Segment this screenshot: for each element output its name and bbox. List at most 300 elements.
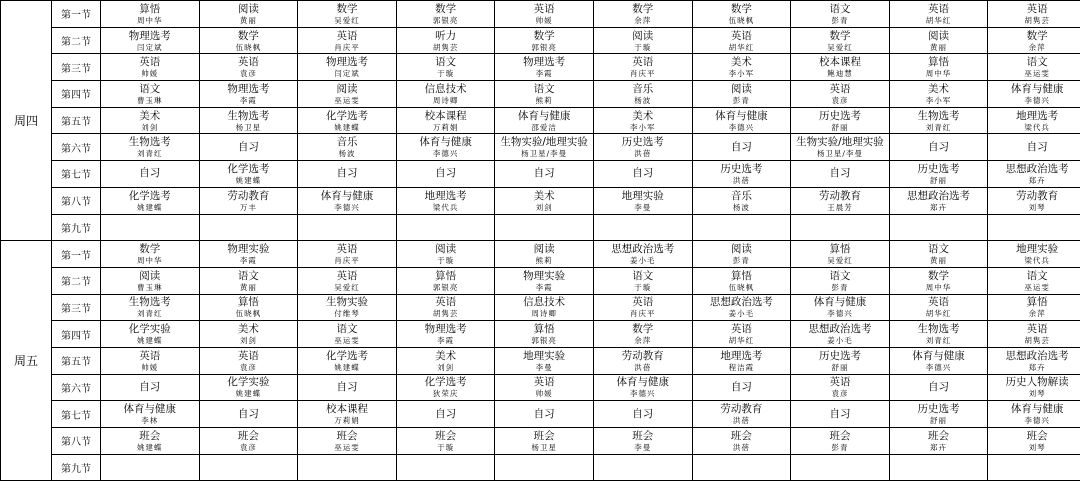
class-cell bbox=[396, 107, 495, 134]
teacher-name: 杨卫星 bbox=[235, 122, 262, 132]
period-row bbox=[1, 214, 1080, 241]
class-cell bbox=[988, 107, 1080, 134]
teacher-name: 姚建蝶 bbox=[235, 175, 262, 185]
class-cell bbox=[988, 27, 1080, 54]
period-label: 第六节 bbox=[52, 134, 101, 161]
teacher-name: 李霞 bbox=[535, 69, 553, 79]
class-cell bbox=[593, 54, 692, 81]
class-cell bbox=[101, 214, 200, 241]
class-cell bbox=[101, 347, 200, 374]
period-label: 第四节 bbox=[52, 81, 101, 108]
class-cell bbox=[889, 401, 988, 428]
class-cell bbox=[101, 187, 200, 214]
teacher-name: 于璇 bbox=[634, 282, 652, 292]
subject-name: 化学实验 bbox=[227, 376, 270, 389]
subject-name: 体育与健康 bbox=[912, 349, 965, 362]
period-label: 第一节 bbox=[52, 241, 101, 268]
class-cell bbox=[593, 401, 692, 428]
teacher-name: 李德兴 bbox=[728, 122, 755, 132]
class-cell bbox=[495, 27, 594, 54]
class-cell bbox=[495, 187, 594, 214]
subject-name: 自习 bbox=[829, 167, 851, 180]
class-cell bbox=[199, 187, 298, 214]
teacher-name: 胡华红 bbox=[728, 42, 755, 52]
subject-name: 信息技术 bbox=[523, 296, 566, 309]
subject-name: 数学 bbox=[632, 2, 654, 15]
subject-name: 数学 bbox=[435, 2, 457, 15]
subject-name: 思想政治选考 bbox=[1005, 349, 1069, 362]
class-cell bbox=[199, 401, 298, 428]
subject-name: 美术 bbox=[632, 109, 654, 122]
class-cell bbox=[593, 187, 692, 214]
teacher-name: 洪蓓 bbox=[634, 362, 652, 372]
class-cell bbox=[791, 374, 890, 401]
subject-name: 数学 bbox=[139, 243, 161, 256]
class-cell bbox=[101, 81, 200, 108]
subject-name: 思想政治选考 bbox=[808, 323, 872, 336]
class-cell bbox=[593, 81, 692, 108]
teacher-name: 刘青红 bbox=[925, 336, 952, 346]
teacher-name: 杨波 bbox=[338, 149, 356, 159]
class-cell bbox=[101, 294, 200, 321]
teacher-name: 舒丽 bbox=[831, 122, 849, 132]
class-cell bbox=[988, 347, 1080, 374]
period-row bbox=[1, 374, 1080, 401]
teacher-name: 郑卉 bbox=[1028, 175, 1046, 185]
class-cell bbox=[791, 347, 890, 374]
subject-name: 阅读 bbox=[336, 82, 358, 95]
teacher-name: 余萍 bbox=[1028, 309, 1046, 319]
teacher-name: 巫运雯 bbox=[334, 95, 360, 105]
teacher-name: 刘琴 bbox=[1028, 202, 1046, 212]
teacher-name: 彭青 bbox=[831, 15, 849, 25]
class-cell bbox=[396, 321, 495, 348]
subject-name: 美术 bbox=[533, 189, 555, 202]
teacher-name: 郭银亮 bbox=[531, 336, 557, 346]
subject-name: 生物实验 bbox=[325, 296, 368, 309]
teacher-name: 李曼 bbox=[634, 442, 652, 452]
teacher-name: 彭青 bbox=[732, 256, 750, 266]
teacher-name: 舒丽 bbox=[930, 416, 948, 426]
teacher-name: 伍晓枫 bbox=[235, 309, 262, 319]
class-cell bbox=[593, 321, 692, 348]
subject-name: 数学 bbox=[829, 29, 851, 42]
class-cell bbox=[101, 401, 200, 428]
teacher-name: 周诗卿 bbox=[432, 95, 459, 105]
subject-name: 思想政治选考 bbox=[611, 243, 675, 256]
class-cell bbox=[593, 347, 692, 374]
teacher-name: 周中华 bbox=[925, 69, 952, 79]
subject-name: 劳动教育 bbox=[227, 189, 270, 202]
subject-name: 化学实验 bbox=[128, 323, 171, 336]
class-cell bbox=[988, 1, 1080, 28]
class-cell bbox=[101, 54, 200, 81]
subject-name: 美术 bbox=[435, 349, 457, 362]
period-row bbox=[1, 161, 1080, 188]
class-cell bbox=[298, 187, 397, 214]
subject-name: 历史选考 bbox=[917, 162, 960, 175]
teacher-name: 刘剑 bbox=[239, 336, 257, 346]
teacher-name: 李霞 bbox=[535, 282, 553, 292]
teacher-name: 熊莉 bbox=[535, 256, 553, 266]
class-cell bbox=[396, 161, 495, 188]
subject-name: 体育与健康 bbox=[813, 296, 867, 309]
class-cell bbox=[593, 428, 692, 455]
teacher-name: 刘青红 bbox=[137, 309, 163, 319]
class-cell bbox=[298, 294, 397, 321]
subject-name: 自习 bbox=[139, 380, 161, 393]
subject-name: 阅读 bbox=[435, 243, 457, 256]
class-cell bbox=[298, 1, 397, 28]
subject-name: 地理实验 bbox=[621, 189, 664, 202]
teacher-name: 刘青红 bbox=[925, 122, 952, 132]
class-cell bbox=[199, 81, 298, 108]
teacher-name: 伍晓枫 bbox=[728, 15, 755, 25]
teacher-name: 王晨芳 bbox=[827, 202, 853, 212]
subject-name: 生物实验/地理实验 bbox=[796, 136, 884, 149]
class-cell bbox=[396, 1, 495, 28]
class-cell bbox=[396, 294, 495, 321]
subject-name: 校本课程 bbox=[325, 403, 368, 416]
class-cell bbox=[396, 134, 495, 161]
class-cell bbox=[988, 267, 1080, 294]
teacher-name: 巫运雯 bbox=[334, 442, 360, 452]
teacher-name: 姚建蝶 bbox=[334, 122, 360, 132]
teacher-name: 帅媛 bbox=[141, 69, 159, 79]
class-cell bbox=[889, 321, 988, 348]
class-cell bbox=[199, 267, 298, 294]
subject-name: 美术 bbox=[237, 323, 259, 336]
class-cell bbox=[396, 214, 495, 241]
class-cell bbox=[889, 81, 988, 108]
period-row bbox=[1, 321, 1080, 348]
class-cell bbox=[199, 107, 298, 134]
teacher-name: 袁彦 bbox=[239, 362, 257, 372]
teacher-name: 李德兴 bbox=[630, 389, 656, 399]
subject-name: 化学选考 bbox=[325, 109, 368, 122]
subject-name: 英语 bbox=[336, 269, 358, 282]
subject-name: 算悟 bbox=[1026, 296, 1048, 309]
class-cell bbox=[889, 1, 988, 28]
class-cell bbox=[988, 214, 1080, 241]
subject-name: 物理选考 bbox=[523, 56, 566, 69]
subject-name: 算悟 bbox=[139, 2, 161, 15]
class-cell bbox=[495, 214, 594, 241]
class-cell bbox=[199, 428, 298, 455]
subject-name: 阅读 bbox=[730, 82, 752, 95]
subject-name: 英语 bbox=[533, 2, 555, 15]
teacher-name: 洪蓓 bbox=[732, 416, 750, 426]
teacher-name: 李霞 bbox=[239, 256, 257, 266]
class-cell bbox=[791, 401, 890, 428]
subject-name: 化学选考 bbox=[325, 349, 368, 362]
teacher-name: 刘剑 bbox=[535, 202, 553, 212]
class-cell bbox=[495, 374, 594, 401]
subject-name: 班会 bbox=[829, 429, 851, 442]
teacher-name: 余萍 bbox=[634, 15, 652, 25]
teacher-name: 闫定斌 bbox=[334, 69, 360, 79]
subject-name: 劳动教育 bbox=[1016, 189, 1059, 202]
teacher-name: 胡华红 bbox=[925, 309, 952, 319]
subject-name: 自习 bbox=[928, 140, 950, 153]
teacher-name: 袁彦 bbox=[239, 69, 257, 79]
subject-name: 校本课程 bbox=[424, 109, 467, 122]
class-cell bbox=[396, 187, 495, 214]
subject-name: 信息技术 bbox=[424, 82, 467, 95]
class-cell bbox=[791, 294, 890, 321]
teacher-name: 姜小毛 bbox=[630, 256, 656, 266]
class-cell bbox=[101, 241, 200, 268]
period-label: 第八节 bbox=[52, 187, 101, 214]
subject-name: 英语 bbox=[1026, 2, 1048, 15]
subject-name: 英语 bbox=[237, 56, 259, 69]
subject-name: 英语 bbox=[533, 376, 555, 389]
subject-name: 语文 bbox=[435, 56, 457, 69]
class-cell bbox=[495, 161, 594, 188]
subject-name: 数学 bbox=[730, 2, 752, 15]
subject-name: 劳动教育 bbox=[818, 189, 861, 202]
subject-name: 班会 bbox=[139, 429, 161, 442]
period-row bbox=[1, 241, 1080, 268]
subject-name: 阅读 bbox=[237, 2, 259, 15]
teacher-name: 杨卫星/李曼 bbox=[816, 149, 863, 159]
class-cell bbox=[101, 107, 200, 134]
class-cell bbox=[593, 241, 692, 268]
class-cell bbox=[988, 321, 1080, 348]
period-label: 第四节 bbox=[52, 321, 101, 348]
class-cell bbox=[396, 241, 495, 268]
subject-name: 体育与健康 bbox=[1010, 82, 1064, 95]
teacher-name: 胡华红 bbox=[925, 15, 952, 25]
class-cell bbox=[692, 267, 791, 294]
class-cell bbox=[396, 54, 495, 81]
subject-name: 英语 bbox=[139, 349, 161, 362]
teacher-name: 吴爱红 bbox=[334, 282, 360, 292]
class-cell bbox=[889, 214, 988, 241]
subject-name: 历史选考 bbox=[917, 403, 960, 416]
subject-name: 班会 bbox=[533, 429, 555, 442]
class-cell bbox=[692, 134, 791, 161]
subject-name: 物理选考 bbox=[424, 323, 467, 336]
teacher-name: 吴爱红 bbox=[827, 256, 853, 266]
teacher-name: 刘琴 bbox=[1028, 442, 1046, 452]
teacher-name: 梁代兵 bbox=[1024, 122, 1050, 132]
teacher-name: 姜小毛 bbox=[827, 336, 853, 346]
teacher-name: 肖庆平 bbox=[334, 42, 360, 52]
class-cell bbox=[889, 428, 988, 455]
class-cell bbox=[495, 401, 594, 428]
subject-name: 班会 bbox=[237, 429, 259, 442]
class-cell bbox=[791, 454, 890, 481]
teacher-name: 姜小毛 bbox=[728, 309, 755, 319]
class-cell bbox=[298, 27, 397, 54]
subject-name: 体育与健康 bbox=[123, 403, 177, 416]
class-cell bbox=[791, 321, 890, 348]
teacher-name: 伍晓枫 bbox=[728, 282, 755, 292]
teacher-name: 刘青红 bbox=[137, 149, 163, 159]
class-cell bbox=[298, 107, 397, 134]
subject-name: 美术 bbox=[928, 82, 950, 95]
teacher-name: 郭银亮 bbox=[432, 282, 459, 292]
class-cell bbox=[988, 374, 1080, 401]
subject-name: 体育与健康 bbox=[517, 109, 571, 122]
subject-name: 思想政治选考 bbox=[1005, 162, 1069, 175]
teacher-name: 周中华 bbox=[137, 256, 163, 266]
subject-name: 阅读 bbox=[632, 29, 654, 42]
subject-name: 自习 bbox=[237, 407, 259, 420]
teacher-name: 杨波 bbox=[634, 95, 652, 105]
period-label: 第五节 bbox=[52, 107, 101, 134]
subject-name: 历史选考 bbox=[720, 162, 763, 175]
period-row bbox=[1, 401, 1080, 428]
class-cell bbox=[101, 374, 200, 401]
class-cell bbox=[593, 107, 692, 134]
teacher-name: 姚建蝶 bbox=[235, 389, 262, 399]
teacher-name: 周中华 bbox=[925, 282, 952, 292]
class-cell bbox=[988, 294, 1080, 321]
teacher-name: 李林 bbox=[141, 416, 159, 426]
teacher-name: 胡隽芸 bbox=[432, 309, 459, 319]
timetable-body bbox=[1, 1, 1080, 481]
teacher-name: 郑卉 bbox=[930, 442, 948, 452]
teacher-name: 鲍迪慧 bbox=[827, 69, 853, 79]
period-row bbox=[1, 294, 1080, 321]
class-cell bbox=[791, 107, 890, 134]
teacher-name: 李霞 bbox=[239, 95, 257, 105]
teacher-name: 洪蓓 bbox=[732, 442, 750, 452]
period-row bbox=[1, 454, 1080, 481]
class-cell bbox=[593, 1, 692, 28]
class-cell bbox=[101, 267, 200, 294]
subject-name: 自习 bbox=[237, 140, 259, 153]
teacher-name: 梁代兵 bbox=[1024, 256, 1050, 266]
class-cell bbox=[101, 1, 200, 28]
class-cell bbox=[298, 54, 397, 81]
class-cell bbox=[692, 294, 791, 321]
class-cell bbox=[889, 161, 988, 188]
class-cell bbox=[101, 134, 200, 161]
class-cell bbox=[298, 374, 397, 401]
class-cell bbox=[495, 428, 594, 455]
period-label: 第七节 bbox=[52, 401, 101, 428]
class-cell bbox=[199, 321, 298, 348]
class-cell bbox=[396, 374, 495, 401]
class-cell bbox=[692, 454, 791, 481]
period-label: 第六节 bbox=[52, 374, 101, 401]
teacher-name: 刘剑 bbox=[437, 362, 455, 372]
teacher-name: 洪蓓 bbox=[732, 175, 750, 185]
teacher-name: 曹玉琳 bbox=[137, 95, 163, 105]
class-cell bbox=[396, 267, 495, 294]
class-cell bbox=[791, 428, 890, 455]
class-cell bbox=[396, 428, 495, 455]
teacher-name: 刘琴 bbox=[1028, 389, 1046, 399]
class-cell bbox=[495, 107, 594, 134]
class-cell bbox=[298, 267, 397, 294]
class-cell bbox=[298, 401, 397, 428]
class-cell bbox=[692, 428, 791, 455]
subject-name: 自习 bbox=[533, 167, 555, 180]
teacher-name: 肖庆平 bbox=[334, 256, 360, 266]
subject-name: 生物选考 bbox=[917, 109, 960, 122]
teacher-name: 郑卉 bbox=[930, 202, 948, 212]
period-label: 第三节 bbox=[52, 294, 101, 321]
period-row bbox=[1, 187, 1080, 214]
class-cell bbox=[199, 347, 298, 374]
class-cell bbox=[101, 161, 200, 188]
subject-name: 自习 bbox=[632, 167, 654, 180]
period-row bbox=[1, 428, 1080, 455]
teacher-name: 姚建蝶 bbox=[137, 336, 163, 346]
class-cell bbox=[889, 267, 988, 294]
period-label: 第一节 bbox=[52, 1, 101, 28]
teacher-name: 洪蓓 bbox=[634, 149, 652, 159]
subject-name: 美术 bbox=[730, 56, 752, 69]
subject-name: 历史选考 bbox=[818, 109, 861, 122]
subject-name: 化学选考 bbox=[227, 162, 270, 175]
subject-name: 阅读 bbox=[730, 243, 752, 256]
class-cell bbox=[298, 214, 397, 241]
subject-name: 算悟 bbox=[928, 56, 950, 69]
subject-name: 数学 bbox=[928, 269, 950, 282]
teacher-name: 李德兴 bbox=[334, 202, 360, 212]
class-cell bbox=[495, 294, 594, 321]
subject-name: 算悟 bbox=[829, 243, 851, 256]
subject-name: 劳动教育 bbox=[621, 349, 664, 362]
subject-name: 自习 bbox=[435, 407, 457, 420]
class-cell bbox=[495, 81, 594, 108]
class-cell bbox=[199, 161, 298, 188]
teacher-name: 黄丽 bbox=[930, 42, 948, 52]
subject-name: 自习 bbox=[533, 407, 555, 420]
period-row bbox=[1, 347, 1080, 374]
class-cell bbox=[298, 428, 397, 455]
teacher-name: 胡隽芸 bbox=[1024, 15, 1050, 25]
class-cell bbox=[692, 187, 791, 214]
teacher-name: 杨卫星 bbox=[531, 442, 557, 452]
class-cell bbox=[199, 27, 298, 54]
subject-name: 听力 bbox=[435, 29, 457, 42]
teacher-name: 于璇 bbox=[437, 442, 455, 452]
teacher-name: 姚建蝶 bbox=[137, 202, 163, 212]
class-cell bbox=[199, 454, 298, 481]
class-cell bbox=[889, 241, 988, 268]
teacher-name: 于璇 bbox=[437, 256, 455, 266]
class-cell bbox=[889, 454, 988, 481]
class-cell bbox=[396, 81, 495, 108]
subject-name: 美术 bbox=[139, 109, 161, 122]
period-row bbox=[1, 267, 1080, 294]
subject-name: 自习 bbox=[928, 380, 950, 393]
teacher-name: 吴爱红 bbox=[827, 42, 853, 52]
subject-name: 算悟 bbox=[730, 269, 752, 282]
subject-name: 数学 bbox=[336, 2, 358, 15]
teacher-name: 熊莉 bbox=[535, 95, 553, 105]
period-label: 第二节 bbox=[52, 267, 101, 294]
subject-name: 音乐 bbox=[730, 189, 752, 202]
subject-name: 自习 bbox=[1026, 140, 1048, 153]
class-cell bbox=[101, 321, 200, 348]
subject-name: 班会 bbox=[928, 429, 950, 442]
teacher-name: 刘剑 bbox=[141, 122, 159, 132]
class-cell bbox=[101, 454, 200, 481]
subject-name: 阅读 bbox=[139, 269, 161, 282]
class-cell bbox=[298, 321, 397, 348]
class-cell bbox=[791, 27, 890, 54]
teacher-name: 周诗卿 bbox=[531, 309, 557, 319]
class-cell bbox=[495, 54, 594, 81]
subject-name: 班会 bbox=[632, 429, 654, 442]
